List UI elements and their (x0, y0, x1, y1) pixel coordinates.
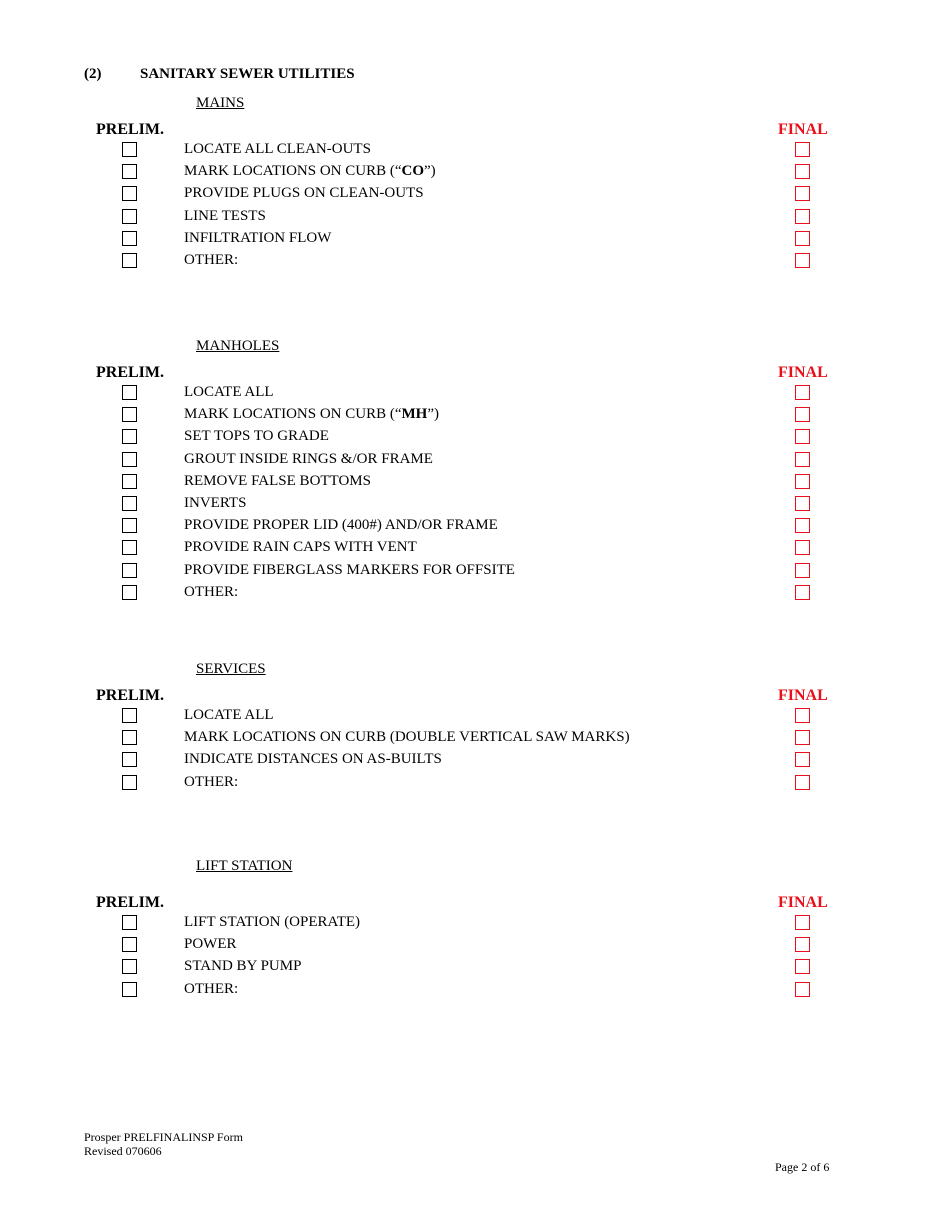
checklist-row (0, 914, 950, 936)
label-text: STAND BY PUMP (184, 958, 302, 975)
checklist-item-label (184, 774, 238, 790)
checklist-row (0, 428, 950, 450)
label-text: MARK LOCATIONS ON CURB (“ (184, 406, 402, 423)
label-suffix: ”) (424, 163, 436, 180)
final-checkbox[interactable] (795, 752, 810, 767)
label-text: REMOVE FALSE BOTTOMS (184, 472, 371, 489)
checklist-row (0, 517, 950, 539)
label-text: LINE TESTS (184, 207, 266, 224)
prelim-checkbox[interactable] (122, 775, 137, 790)
checklist-row (0, 185, 950, 207)
label-suffix: ”) (427, 406, 439, 423)
label-text: POWER (184, 936, 237, 953)
checklist-item-label (184, 163, 436, 179)
checklist-item-label (184, 958, 301, 974)
prelim-checkbox[interactable] (122, 937, 137, 952)
prelim-checkbox[interactable] (122, 452, 137, 467)
checklist-item-label (184, 252, 238, 268)
section-header (84, 66, 355, 83)
final-checkbox[interactable] (795, 959, 810, 974)
checklist-row (0, 384, 950, 406)
final-checkbox[interactable] (795, 186, 810, 201)
final-checkbox[interactable] (795, 407, 810, 422)
final-checkbox[interactable] (795, 518, 810, 533)
prelim-checkbox[interactable] (122, 959, 137, 974)
subsection-title: MAINS (196, 95, 245, 111)
footer-form-info (84, 1130, 243, 1158)
final-checkbox[interactable] (795, 231, 810, 246)
label-text: LIFT STATION (OPERATE) (184, 914, 361, 930)
form-revision: Revised 070606 (84, 1144, 162, 1158)
prelim-checkbox[interactable] (122, 585, 137, 600)
checklist-row (0, 473, 950, 495)
prelim-checkbox[interactable] (122, 496, 137, 511)
final-checkbox[interactable] (795, 708, 810, 723)
prelim-checkbox[interactable] (122, 540, 137, 555)
final-checkbox[interactable] (795, 496, 810, 511)
checklist-item-label (184, 406, 439, 422)
label-text: SET TOPS TO GRADE (184, 428, 329, 445)
label-text: OTHER: (184, 773, 239, 790)
checklist-item-label (184, 141, 371, 157)
final-checkbox[interactable] (795, 775, 810, 790)
label-text: INVERTS (184, 495, 247, 511)
final-checkbox[interactable] (795, 253, 810, 268)
label-text: MARK LOCATIONS ON CURB (DOUBLE VERTICAL SAW MARKS) (184, 729, 630, 746)
checklist-item-label (184, 562, 515, 578)
final-checkbox[interactable] (795, 429, 810, 444)
label-text: OTHER: (184, 980, 239, 997)
label-text: OTHER: (184, 583, 239, 600)
prelim-checkbox[interactable] (122, 982, 137, 997)
final-checkbox[interactable] (795, 915, 810, 930)
label-text: PROVIDE FIBERGLASS MARKERS FOR OFFSITE (184, 561, 515, 578)
final-checkbox[interactable] (795, 540, 810, 555)
label-text: PROVIDE PLUGS ON CLEAN-OUTS (184, 185, 424, 202)
checklist-row (0, 451, 950, 473)
checklist-item-label (184, 384, 274, 400)
section-number: (2) (84, 66, 102, 82)
final-checkbox[interactable] (795, 209, 810, 224)
label-text: INDICATE DISTANCES ON AS-BUILTS (184, 751, 442, 768)
final-checkbox[interactable] (795, 982, 810, 997)
checklist-row (0, 774, 950, 796)
label-text: LOCATE ALL CLEAN-OUTS (184, 141, 371, 157)
checklist-item-label (184, 428, 329, 444)
prelim-checkbox[interactable] (122, 429, 137, 444)
page-number: Page 2 of 6 (775, 1160, 830, 1174)
checklist-row (0, 751, 950, 773)
checklist-row (0, 208, 950, 230)
final-checkbox[interactable] (795, 452, 810, 467)
form-name: Prosper PRELFINALINSP Form (84, 1130, 243, 1144)
final-column-header: FINAL (778, 364, 828, 381)
subsection-title: LIFT STATION (196, 858, 293, 874)
final-column-header: FINAL (778, 687, 828, 704)
label-code: MH (401, 406, 428, 423)
final-checkbox[interactable] (795, 385, 810, 400)
prelim-column-header: PRELIM. (96, 364, 164, 381)
checklist-item-label (184, 473, 371, 489)
checklist-item-label (184, 451, 433, 467)
checklist-item-label (184, 230, 331, 246)
prelim-checkbox[interactable] (122, 915, 137, 930)
checklist-row (0, 539, 950, 561)
checklist-row (0, 562, 950, 584)
prelim-checkbox[interactable] (122, 142, 137, 157)
prelim-checkbox[interactable] (122, 730, 137, 745)
checklist-item-label (184, 584, 238, 600)
final-checkbox[interactable] (795, 730, 810, 745)
final-checkbox[interactable] (795, 474, 810, 489)
checklist-row (0, 729, 950, 751)
checklist-item-label (184, 981, 238, 997)
checklist-item-label (184, 751, 442, 767)
label-text: INFILTRATION FLOW (184, 229, 332, 246)
prelim-checkbox[interactable] (122, 253, 137, 268)
checklist-row (0, 958, 950, 980)
checklist-row (0, 406, 950, 428)
prelim-column-header: PRELIM. (96, 687, 164, 704)
label-text: GROUT INSIDE RINGS &/OR FRAME (184, 450, 433, 467)
checklist-row (0, 252, 950, 274)
label-text: MARK LOCATIONS ON CURB (“ (184, 163, 402, 180)
prelim-checkbox[interactable] (122, 752, 137, 767)
label-text: PROVIDE RAIN CAPS WITH VENT (184, 539, 417, 556)
label-text: LOCATE ALL (184, 707, 274, 723)
checklist-item-label (184, 208, 266, 224)
prelim-checkbox[interactable] (122, 186, 137, 201)
checklist-row (0, 707, 950, 729)
checklist-row (0, 981, 950, 1003)
checklist-row (0, 230, 950, 252)
final-checkbox[interactable] (795, 164, 810, 179)
subsection-title: MANHOLES (196, 338, 280, 354)
prelim-checkbox[interactable] (122, 231, 137, 246)
prelim-checkbox[interactable] (122, 407, 137, 422)
checklist-row (0, 163, 950, 185)
prelim-checkbox[interactable] (122, 474, 137, 489)
checklist-row (0, 495, 950, 517)
checklist-item-label (184, 729, 630, 745)
final-checkbox[interactable] (795, 937, 810, 952)
final-checkbox[interactable] (795, 585, 810, 600)
checklist-item-label (184, 914, 360, 930)
checklist-item-label (184, 517, 498, 533)
section-title: SANITARY SEWER UTILITIES (140, 66, 355, 82)
label-text: PROVIDE PROPER LID (400#) AND/OR FRAME (184, 517, 498, 534)
prelim-column-header: PRELIM. (96, 894, 164, 911)
checklist-item-label (184, 707, 274, 723)
checklist-row (0, 584, 950, 606)
subsection-title: SERVICES (196, 661, 266, 677)
checklist-item-label (184, 495, 246, 511)
final-column-header: FINAL (778, 121, 828, 138)
prelim-checkbox[interactable] (122, 209, 137, 224)
prelim-checkbox[interactable] (122, 164, 137, 179)
checklist-item-label (184, 539, 417, 555)
prelim-column-header: PRELIM. (96, 121, 164, 138)
label-code: CO (401, 163, 425, 180)
prelim-checkbox[interactable] (122, 518, 137, 533)
final-checkbox[interactable] (795, 142, 810, 157)
checklist-item-label (184, 936, 237, 952)
label-text: LOCATE ALL (184, 384, 274, 400)
checklist-row (0, 936, 950, 958)
prelim-checkbox[interactable] (122, 563, 137, 578)
prelim-checkbox[interactable] (122, 708, 137, 723)
prelim-checkbox[interactable] (122, 385, 137, 400)
checklist-item-label (184, 185, 424, 201)
label-text: OTHER: (184, 252, 239, 268)
final-column-header: FINAL (778, 894, 828, 911)
checklist-row (0, 141, 950, 163)
final-checkbox[interactable] (795, 563, 810, 578)
